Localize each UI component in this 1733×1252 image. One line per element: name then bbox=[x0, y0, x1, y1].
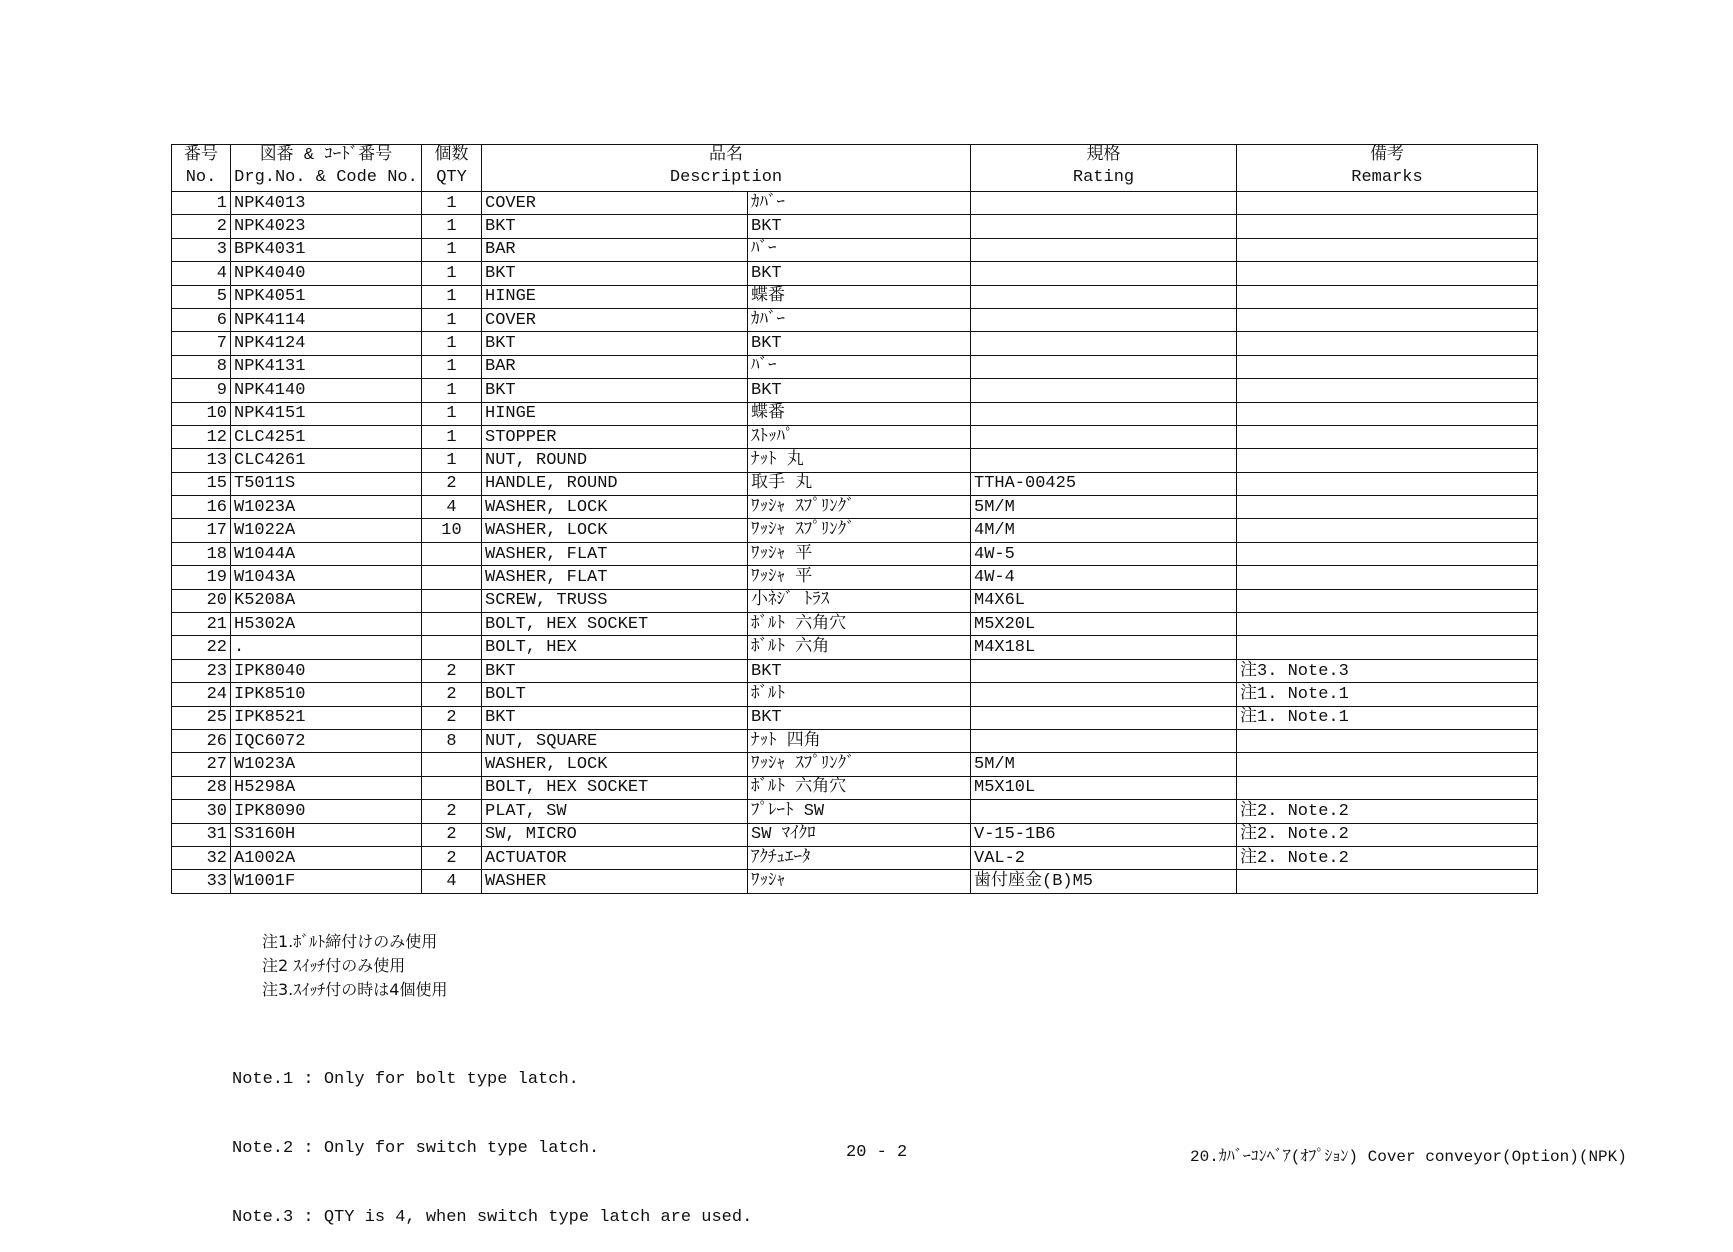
rating-cell bbox=[971, 683, 1237, 706]
description-en-cell: WASHER, LOCK bbox=[482, 496, 748, 519]
rating-cell: 5M/M bbox=[971, 753, 1237, 776]
row-number-cell: 21 bbox=[172, 613, 231, 636]
table-row bbox=[172, 542, 1538, 565]
header-qty: 個数 QTY bbox=[422, 145, 482, 192]
quantity-cell: 1 bbox=[422, 425, 482, 448]
table-row bbox=[172, 496, 1538, 519]
part-code-cell: IPK8510 bbox=[231, 683, 422, 706]
remarks-cell bbox=[1237, 355, 1538, 378]
description-en-cell: STOPPER bbox=[482, 425, 748, 448]
description-en-cell: BOLT, HEX SOCKET bbox=[482, 776, 748, 799]
table-row bbox=[172, 215, 1538, 238]
rating-cell bbox=[971, 332, 1237, 355]
part-code-cell: NPK4131 bbox=[231, 355, 422, 378]
remarks-cell: 注2. Note.2 bbox=[1237, 846, 1538, 869]
description-ja-cell: 小ﾈｼﾞ ﾄﾗｽ bbox=[748, 589, 971, 612]
rating-cell bbox=[971, 262, 1237, 285]
row-number-cell: 13 bbox=[172, 449, 231, 472]
remarks-cell: 注2. Note.2 bbox=[1237, 800, 1538, 823]
description-ja-cell: 蝶番 bbox=[748, 402, 971, 425]
description-ja-cell: ﾎﾞﾙﾄ bbox=[748, 683, 971, 706]
rating-cell: M5X10L bbox=[971, 776, 1237, 799]
quantity-cell: 4 bbox=[422, 496, 482, 519]
description-ja-cell: ｱｸﾁｭｴｰﾀ bbox=[748, 846, 971, 869]
remarks-cell bbox=[1237, 636, 1538, 659]
description-en-cell: BKT bbox=[482, 332, 748, 355]
table-row bbox=[172, 285, 1538, 308]
rating-cell: 4W-5 bbox=[971, 542, 1237, 565]
row-number-cell: 19 bbox=[172, 566, 231, 589]
part-code-cell: . bbox=[231, 636, 422, 659]
remarks-cell bbox=[1237, 566, 1538, 589]
row-number-cell: 26 bbox=[172, 729, 231, 752]
part-code-cell: NPK4040 bbox=[231, 262, 422, 285]
table-row bbox=[172, 846, 1538, 869]
rating-cell bbox=[971, 659, 1237, 682]
table-header-row bbox=[172, 145, 1538, 192]
header-code: 図番 & ｺｰﾄﾞ番号 Drg.No. & Code No. bbox=[231, 145, 422, 192]
description-en-cell: HINGE bbox=[482, 402, 748, 425]
description-en-cell: BKT bbox=[482, 215, 748, 238]
description-ja-cell: BKT bbox=[748, 659, 971, 682]
remarks-cell bbox=[1237, 870, 1538, 893]
description-en-cell: WASHER, LOCK bbox=[482, 519, 748, 542]
quantity-cell bbox=[422, 589, 482, 612]
description-en-cell: WASHER, LOCK bbox=[482, 753, 748, 776]
part-code-cell: CLC4261 bbox=[231, 449, 422, 472]
quantity-cell: 4 bbox=[422, 870, 482, 893]
quantity-cell: 2 bbox=[422, 846, 482, 869]
description-ja-cell: ﾜｯｼｬ ｽﾌﾟﾘﾝｸﾞ bbox=[748, 519, 971, 542]
rating-cell bbox=[971, 238, 1237, 261]
part-code-cell: W1001F bbox=[231, 870, 422, 893]
part-code-cell: T5011S bbox=[231, 472, 422, 495]
header-description: 品名 Description bbox=[482, 145, 971, 192]
rating-cell bbox=[971, 449, 1237, 472]
rating-cell bbox=[971, 379, 1237, 402]
row-number-cell: 27 bbox=[172, 753, 231, 776]
part-code-cell: NPK4013 bbox=[231, 192, 422, 215]
row-number-cell: 8 bbox=[172, 355, 231, 378]
remarks-cell bbox=[1237, 613, 1538, 636]
footer-section-title: 20.ｶﾊﾞｰｺﾝﾍﾞｱ(ｵﾌﾟｼｮﾝ) Cover conveyor(Option)(NPK) bbox=[1190, 1148, 1627, 1166]
header-no: 番号 No. bbox=[172, 145, 231, 192]
description-en-cell: BOLT, HEX bbox=[482, 636, 748, 659]
table-row bbox=[172, 636, 1538, 659]
note-en-line: Note.1 : Only for bolt type latch. bbox=[232, 1070, 579, 1089]
row-number-cell: 9 bbox=[172, 379, 231, 402]
quantity-cell: 1 bbox=[422, 355, 482, 378]
rating-cell: M4X6L bbox=[971, 589, 1237, 612]
table-row bbox=[172, 753, 1538, 776]
rating-cell bbox=[971, 425, 1237, 448]
quantity-cell: 1 bbox=[422, 332, 482, 355]
table-row bbox=[172, 355, 1538, 378]
row-number-cell: 32 bbox=[172, 846, 231, 869]
table-row bbox=[172, 823, 1538, 846]
notes-english bbox=[232, 1022, 752, 1252]
description-ja-cell: BKT bbox=[748, 262, 971, 285]
quantity-cell: 2 bbox=[422, 472, 482, 495]
part-code-cell: S3160H bbox=[231, 823, 422, 846]
table-row bbox=[172, 519, 1538, 542]
remarks-cell: 注1. Note.1 bbox=[1237, 706, 1538, 729]
row-number-cell: 3 bbox=[172, 238, 231, 261]
description-en-cell: NUT, SQUARE bbox=[482, 729, 748, 752]
description-ja-cell: ﾌﾟﾚｰﾄ SW bbox=[748, 800, 971, 823]
remarks-cell bbox=[1237, 379, 1538, 402]
table-row bbox=[172, 402, 1538, 425]
quantity-cell: 1 bbox=[422, 215, 482, 238]
rating-cell: V-15-1B6 bbox=[971, 823, 1237, 846]
description-en-cell: PLAT, SW bbox=[482, 800, 748, 823]
page-number: 20 - 2 bbox=[846, 1143, 908, 1162]
description-en-cell: SW, MICRO bbox=[482, 823, 748, 846]
description-en-cell: NUT, ROUND bbox=[482, 449, 748, 472]
row-number-cell: 23 bbox=[172, 659, 231, 682]
remarks-cell bbox=[1237, 776, 1538, 799]
part-code-cell: W1023A bbox=[231, 496, 422, 519]
table-row bbox=[172, 776, 1538, 799]
description-ja-cell: ﾜｯｼｬ bbox=[748, 870, 971, 893]
table-row bbox=[172, 659, 1538, 682]
row-number-cell: 10 bbox=[172, 402, 231, 425]
part-code-cell: NPK4151 bbox=[231, 402, 422, 425]
quantity-cell bbox=[422, 566, 482, 589]
description-en-cell: BKT bbox=[482, 659, 748, 682]
description-ja-cell: ｶﾊﾞｰ bbox=[748, 308, 971, 331]
part-code-cell: W1044A bbox=[231, 542, 422, 565]
description-ja-cell: SW ﾏｲｸﾛ bbox=[748, 823, 971, 846]
remarks-cell bbox=[1237, 262, 1538, 285]
part-code-cell: A1002A bbox=[231, 846, 422, 869]
part-code-cell: W1023A bbox=[231, 753, 422, 776]
description-en-cell: WASHER bbox=[482, 870, 748, 893]
remarks-cell bbox=[1237, 449, 1538, 472]
description-en-cell: BKT bbox=[482, 706, 748, 729]
quantity-cell: 2 bbox=[422, 706, 482, 729]
quantity-cell bbox=[422, 636, 482, 659]
description-ja-cell: ﾅｯﾄ 丸 bbox=[748, 449, 971, 472]
remarks-cell bbox=[1237, 402, 1538, 425]
rating-cell: 5M/M bbox=[971, 496, 1237, 519]
quantity-cell: 8 bbox=[422, 729, 482, 752]
rating-cell: 4M/M bbox=[971, 519, 1237, 542]
row-number-cell: 30 bbox=[172, 800, 231, 823]
remarks-cell bbox=[1237, 589, 1538, 612]
quantity-cell: 1 bbox=[422, 192, 482, 215]
row-number-cell: 17 bbox=[172, 519, 231, 542]
table-row bbox=[172, 379, 1538, 402]
part-code-cell: CLC4251 bbox=[231, 425, 422, 448]
row-number-cell: 20 bbox=[172, 589, 231, 612]
remarks-cell bbox=[1237, 472, 1538, 495]
quantity-cell bbox=[422, 542, 482, 565]
row-number-cell: 15 bbox=[172, 472, 231, 495]
description-en-cell: BOLT bbox=[482, 683, 748, 706]
remarks-cell bbox=[1237, 753, 1538, 776]
remarks-cell bbox=[1237, 425, 1538, 448]
part-code-cell: H5302A bbox=[231, 613, 422, 636]
description-en-cell: WASHER, FLAT bbox=[482, 566, 748, 589]
remarks-cell bbox=[1237, 215, 1538, 238]
part-code-cell: NPK4023 bbox=[231, 215, 422, 238]
description-en-cell: WASHER, FLAT bbox=[482, 542, 748, 565]
remarks-cell bbox=[1237, 519, 1538, 542]
quantity-cell: 10 bbox=[422, 519, 482, 542]
quantity-cell bbox=[422, 753, 482, 776]
table-row bbox=[172, 800, 1538, 823]
table-row bbox=[172, 870, 1538, 893]
remarks-cell bbox=[1237, 192, 1538, 215]
part-code-cell: W1043A bbox=[231, 566, 422, 589]
quantity-cell: 2 bbox=[422, 659, 482, 682]
header-remarks: 備考 Remarks bbox=[1237, 145, 1538, 192]
quantity-cell: 1 bbox=[422, 402, 482, 425]
rating-cell: M5X20L bbox=[971, 613, 1237, 636]
rating-cell bbox=[971, 800, 1237, 823]
quantity-cell: 2 bbox=[422, 683, 482, 706]
description-ja-cell: BKT bbox=[748, 379, 971, 402]
row-number-cell: 16 bbox=[172, 496, 231, 519]
quantity-cell: 2 bbox=[422, 800, 482, 823]
row-number-cell: 18 bbox=[172, 542, 231, 565]
description-en-cell: ACTUATOR bbox=[482, 846, 748, 869]
note-ja-line: 注2 ｽｲｯﾁ付のみ使用 bbox=[262, 956, 406, 975]
parts-list-table bbox=[171, 144, 1538, 894]
note-en-line: Note.2 : Only for switch type latch. bbox=[232, 1139, 600, 1158]
description-ja-cell: BKT bbox=[748, 706, 971, 729]
part-code-cell: BPK4031 bbox=[231, 238, 422, 261]
quantity-cell: 1 bbox=[422, 308, 482, 331]
description-ja-cell: ﾊﾞｰ bbox=[748, 238, 971, 261]
part-code-cell: NPK4114 bbox=[231, 308, 422, 331]
rating-cell: 4W-4 bbox=[971, 566, 1237, 589]
row-number-cell: 31 bbox=[172, 823, 231, 846]
part-code-cell: IPK8090 bbox=[231, 800, 422, 823]
description-en-cell: SCREW, TRUSS bbox=[482, 589, 748, 612]
remarks-cell: 注2. Note.2 bbox=[1237, 823, 1538, 846]
description-en-cell: COVER bbox=[482, 308, 748, 331]
quantity-cell bbox=[422, 613, 482, 636]
table-row bbox=[172, 238, 1538, 261]
description-en-cell: BAR bbox=[482, 238, 748, 261]
description-ja-cell: ﾎﾞﾙﾄ 六角 bbox=[748, 636, 971, 659]
description-ja-cell: ﾜｯｼｬ ｽﾌﾟﾘﾝｸﾞ bbox=[748, 753, 971, 776]
description-ja-cell: ﾎﾞﾙﾄ 六角穴 bbox=[748, 613, 971, 636]
description-ja-cell: ﾎﾞﾙﾄ 六角穴 bbox=[748, 776, 971, 799]
quantity-cell: 1 bbox=[422, 262, 482, 285]
quantity-cell: 2 bbox=[422, 823, 482, 846]
table-row bbox=[172, 308, 1538, 331]
part-code-cell: IPK8040 bbox=[231, 659, 422, 682]
remarks-cell bbox=[1237, 729, 1538, 752]
description-ja-cell: BKT bbox=[748, 215, 971, 238]
description-ja-cell: ﾜｯｼｬ 平 bbox=[748, 566, 971, 589]
description-ja-cell: 取手 丸 bbox=[748, 472, 971, 495]
note-ja-line: 注1.ﾎﾞﾙﾄ締付けのみ使用 bbox=[262, 932, 438, 951]
row-number-cell: 7 bbox=[172, 332, 231, 355]
rating-cell bbox=[971, 706, 1237, 729]
remarks-cell bbox=[1237, 308, 1538, 331]
table-row bbox=[172, 683, 1538, 706]
part-code-cell: H5298A bbox=[231, 776, 422, 799]
row-number-cell: 33 bbox=[172, 870, 231, 893]
row-number-cell: 24 bbox=[172, 683, 231, 706]
row-number-cell: 5 bbox=[172, 285, 231, 308]
description-en-cell: BKT bbox=[482, 262, 748, 285]
table-row bbox=[172, 566, 1538, 589]
table-row bbox=[172, 332, 1538, 355]
part-code-cell: IPK8521 bbox=[231, 706, 422, 729]
description-en-cell: HANDLE, ROUND bbox=[482, 472, 748, 495]
description-en-cell: COVER bbox=[482, 192, 748, 215]
part-code-cell: W1022A bbox=[231, 519, 422, 542]
description-ja-cell: 蝶番 bbox=[748, 285, 971, 308]
remarks-cell: 注3. Note.3 bbox=[1237, 659, 1538, 682]
table-row bbox=[172, 425, 1538, 448]
rating-cell: VAL-2 bbox=[971, 846, 1237, 869]
remarks-cell bbox=[1237, 238, 1538, 261]
header-rating: 規格 Rating bbox=[971, 145, 1237, 192]
rating-cell: M4X18L bbox=[971, 636, 1237, 659]
description-ja-cell: ﾊﾞｰ bbox=[748, 355, 971, 378]
table-row bbox=[172, 192, 1538, 215]
table-row bbox=[172, 262, 1538, 285]
remarks-cell bbox=[1237, 542, 1538, 565]
row-number-cell: 4 bbox=[172, 262, 231, 285]
table-row bbox=[172, 472, 1538, 495]
rating-cell bbox=[971, 355, 1237, 378]
description-en-cell: BAR bbox=[482, 355, 748, 378]
part-code-cell: NPK4051 bbox=[231, 285, 422, 308]
table-row bbox=[172, 613, 1538, 636]
remarks-cell bbox=[1237, 285, 1538, 308]
rating-cell bbox=[971, 308, 1237, 331]
description-ja-cell: ﾜｯｼｬ 平 bbox=[748, 542, 971, 565]
row-number-cell: 1 bbox=[172, 192, 231, 215]
row-number-cell: 22 bbox=[172, 636, 231, 659]
table-row bbox=[172, 589, 1538, 612]
description-en-cell: HINGE bbox=[482, 285, 748, 308]
row-number-cell: 6 bbox=[172, 308, 231, 331]
description-ja-cell: BKT bbox=[748, 332, 971, 355]
remarks-cell: 注1. Note.1 bbox=[1237, 683, 1538, 706]
rating-cell: TTHA-00425 bbox=[971, 472, 1237, 495]
table-row bbox=[172, 449, 1538, 472]
row-number-cell: 12 bbox=[172, 425, 231, 448]
part-code-cell: IQC6072 bbox=[231, 729, 422, 752]
part-code-cell: NPK4140 bbox=[231, 379, 422, 402]
rating-cell: 歯付座金(B)M5 bbox=[971, 870, 1237, 893]
table-row bbox=[172, 706, 1538, 729]
description-ja-cell: ﾅｯﾄ 四角 bbox=[748, 729, 971, 752]
table-row bbox=[172, 729, 1538, 752]
rating-cell bbox=[971, 215, 1237, 238]
part-code-cell: NPK4124 bbox=[231, 332, 422, 355]
note-ja-line: 注3.ｽｲｯﾁ付の時は4個使用 bbox=[262, 980, 448, 999]
rating-cell bbox=[971, 402, 1237, 425]
rating-cell bbox=[971, 285, 1237, 308]
quantity-cell: 1 bbox=[422, 285, 482, 308]
quantity-cell: 1 bbox=[422, 379, 482, 402]
description-ja-cell: ﾜｯｼｬ ｽﾌﾟﾘﾝｸﾞ bbox=[748, 496, 971, 519]
row-number-cell: 25 bbox=[172, 706, 231, 729]
quantity-cell bbox=[422, 776, 482, 799]
quantity-cell: 1 bbox=[422, 449, 482, 472]
parts-table-body bbox=[172, 192, 1538, 894]
description-ja-cell: ｽﾄｯﾊﾟ bbox=[748, 425, 971, 448]
remarks-cell bbox=[1237, 496, 1538, 519]
notes-japanese bbox=[262, 930, 447, 1002]
rating-cell bbox=[971, 192, 1237, 215]
note-en-line: Note.3 : QTY is 4, when switch type latch are used. bbox=[232, 1208, 753, 1227]
quantity-cell: 1 bbox=[422, 238, 482, 261]
description-en-cell: BOLT, HEX SOCKET bbox=[482, 613, 748, 636]
remarks-cell bbox=[1237, 332, 1538, 355]
description-en-cell: BKT bbox=[482, 379, 748, 402]
description-ja-cell: ｶﾊﾞｰ bbox=[748, 192, 971, 215]
part-code-cell: K5208A bbox=[231, 589, 422, 612]
row-number-cell: 2 bbox=[172, 215, 231, 238]
row-number-cell: 28 bbox=[172, 776, 231, 799]
rating-cell bbox=[971, 729, 1237, 752]
